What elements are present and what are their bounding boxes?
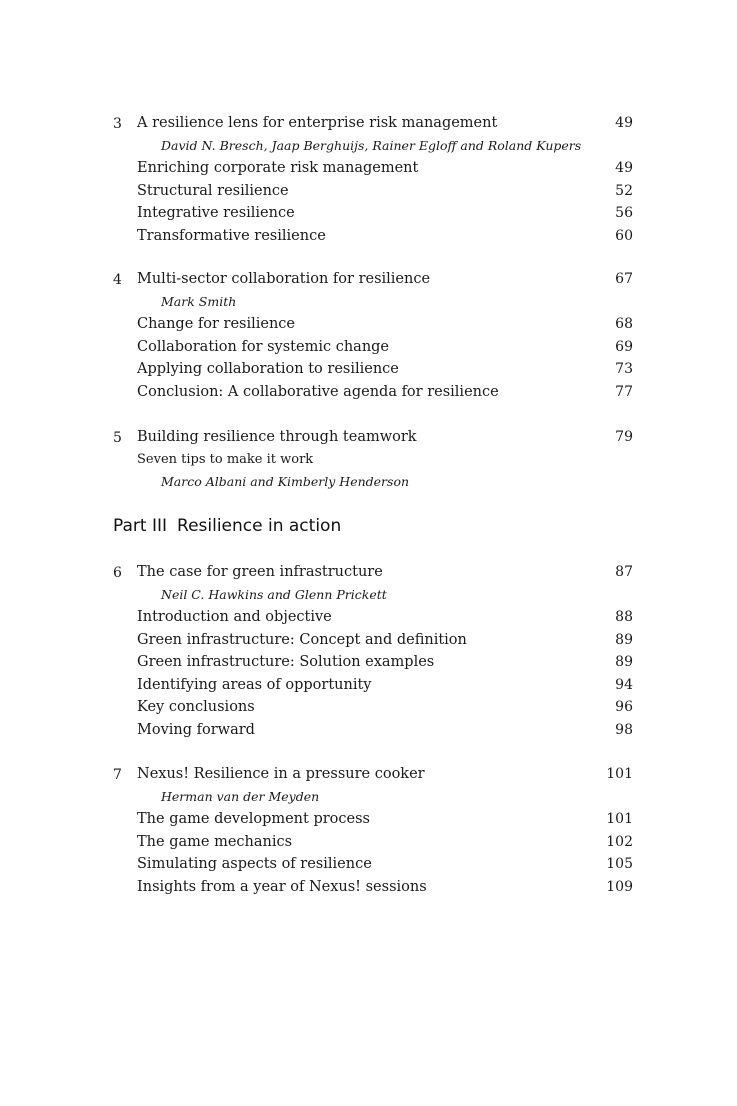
page-number: 105 [606, 856, 633, 872]
section-title: Integrative resilience [137, 205, 295, 221]
chapter-number: 6 [113, 565, 122, 581]
chapter-number: 7 [113, 767, 122, 783]
chapter-author: Neil C. Hawkins and Glenn Prickett [161, 586, 387, 602]
section-row [113, 157, 633, 180]
section-row [113, 696, 633, 719]
chapter-author: Herman van der Meyden [161, 788, 320, 804]
chapter-heading [113, 112, 633, 135]
chapter-title: Multi-sector collaboration for resilience [137, 271, 431, 287]
page-number: 96 [615, 699, 633, 715]
section-title: Green infrastructure: Concept and definition [137, 631, 467, 648]
page-number: 89 [615, 654, 633, 670]
section-row [113, 336, 633, 359]
page-number: 67 [615, 271, 633, 287]
chapter-author: David N. Bresch, Jaap Berghuijs, Rainer Egloff and Roland Kupers [161, 137, 582, 153]
chapter-heading [113, 561, 633, 584]
section-row [113, 831, 633, 854]
chapter-number: 3 [113, 116, 122, 132]
section-row [113, 202, 633, 225]
chapter-6 [113, 561, 633, 741]
section-row [113, 674, 633, 697]
section-title: Collaboration for systemic change [137, 338, 390, 355]
section-row [113, 381, 633, 404]
page-number: 79 [615, 429, 633, 445]
chapter-author: Mark Smith [161, 293, 237, 309]
section-row [113, 651, 633, 674]
section-row [113, 876, 633, 899]
page-number: 60 [615, 227, 633, 244]
section-row [113, 808, 633, 831]
page-number: 49 [615, 115, 633, 131]
chapter-5 [113, 426, 633, 494]
chapter-subtitle: Seven tips to make it work [137, 451, 314, 467]
page-number: 52 [615, 182, 633, 199]
section-row [113, 225, 633, 248]
page-number: 88 [615, 609, 633, 625]
page-number: 102 [606, 833, 633, 850]
section-title: Moving forward [137, 721, 255, 738]
section-row [113, 606, 633, 629]
page-number: 69 [615, 338, 633, 355]
chapter-number: 4 [113, 272, 122, 288]
section-title: Structural resilience [137, 182, 289, 199]
page-number: 56 [615, 205, 633, 221]
section-title: The game mechanics [137, 833, 293, 850]
author-row [113, 584, 633, 607]
page-number: 109 [606, 878, 633, 895]
chapter-heading [113, 268, 633, 291]
page-number: 98 [615, 721, 633, 738]
chapter-number: 5 [113, 430, 122, 446]
section-row [113, 853, 633, 876]
author-row [113, 135, 633, 158]
chapter-7 [113, 763, 633, 898]
section-title: Introduction and objective [137, 609, 332, 625]
section-title: Applying collaboration to resilience [137, 361, 399, 377]
page-number: 77 [615, 383, 633, 400]
chapter-3 [113, 112, 633, 247]
chapter-title: Building resilience through teamwork [137, 429, 417, 445]
section-title: Simulating aspects of resilience [137, 856, 372, 872]
chapter-4 [113, 268, 633, 403]
page-number: 73 [615, 361, 633, 377]
author-row [113, 471, 633, 494]
part-heading [113, 513, 341, 539]
author-row [113, 786, 633, 809]
section-title: Conclusion: A collaborative agenda for resilience [137, 383, 499, 400]
chapter-title: Nexus! Resilience in a pressure cooker [137, 766, 425, 782]
section-title: Green infrastructure: Solution examples [137, 654, 435, 670]
section-title: Key conclusions [137, 699, 255, 715]
chapter-heading [113, 763, 633, 786]
page-number: 101 [606, 766, 633, 782]
subtitle-row [113, 449, 633, 472]
page-number: 87 [615, 564, 633, 580]
chapter-author: Marco Albani and Kimberly Henderson [161, 474, 410, 489]
part-title: Resilience in action [177, 516, 342, 536]
section-row [113, 313, 633, 336]
section-row [113, 629, 633, 652]
chapter-title: The case for green infrastructure [137, 564, 383, 580]
section-title: Insights from a year of Nexus! sessions [137, 878, 427, 895]
page-number: 68 [615, 316, 633, 332]
author-row [113, 291, 633, 314]
section-row [113, 719, 633, 742]
page-number: 49 [615, 160, 633, 176]
chapter-title: A resilience lens for enterprise risk management [137, 115, 498, 131]
page-number: 101 [606, 811, 633, 827]
section-title: The game development process [137, 811, 370, 827]
chapter-heading [113, 426, 633, 449]
section-title: Transformative resilience [137, 227, 326, 244]
section-title: Change for resilience [137, 316, 296, 332]
section-row [113, 358, 633, 381]
page-number: 94 [615, 676, 633, 693]
part-number: Part III [113, 516, 168, 536]
section-title: Enriching corporate risk management [137, 160, 419, 176]
section-title: Identifying areas of opportunity [137, 676, 372, 693]
section-row [113, 180, 633, 203]
page-number: 89 [615, 631, 633, 648]
